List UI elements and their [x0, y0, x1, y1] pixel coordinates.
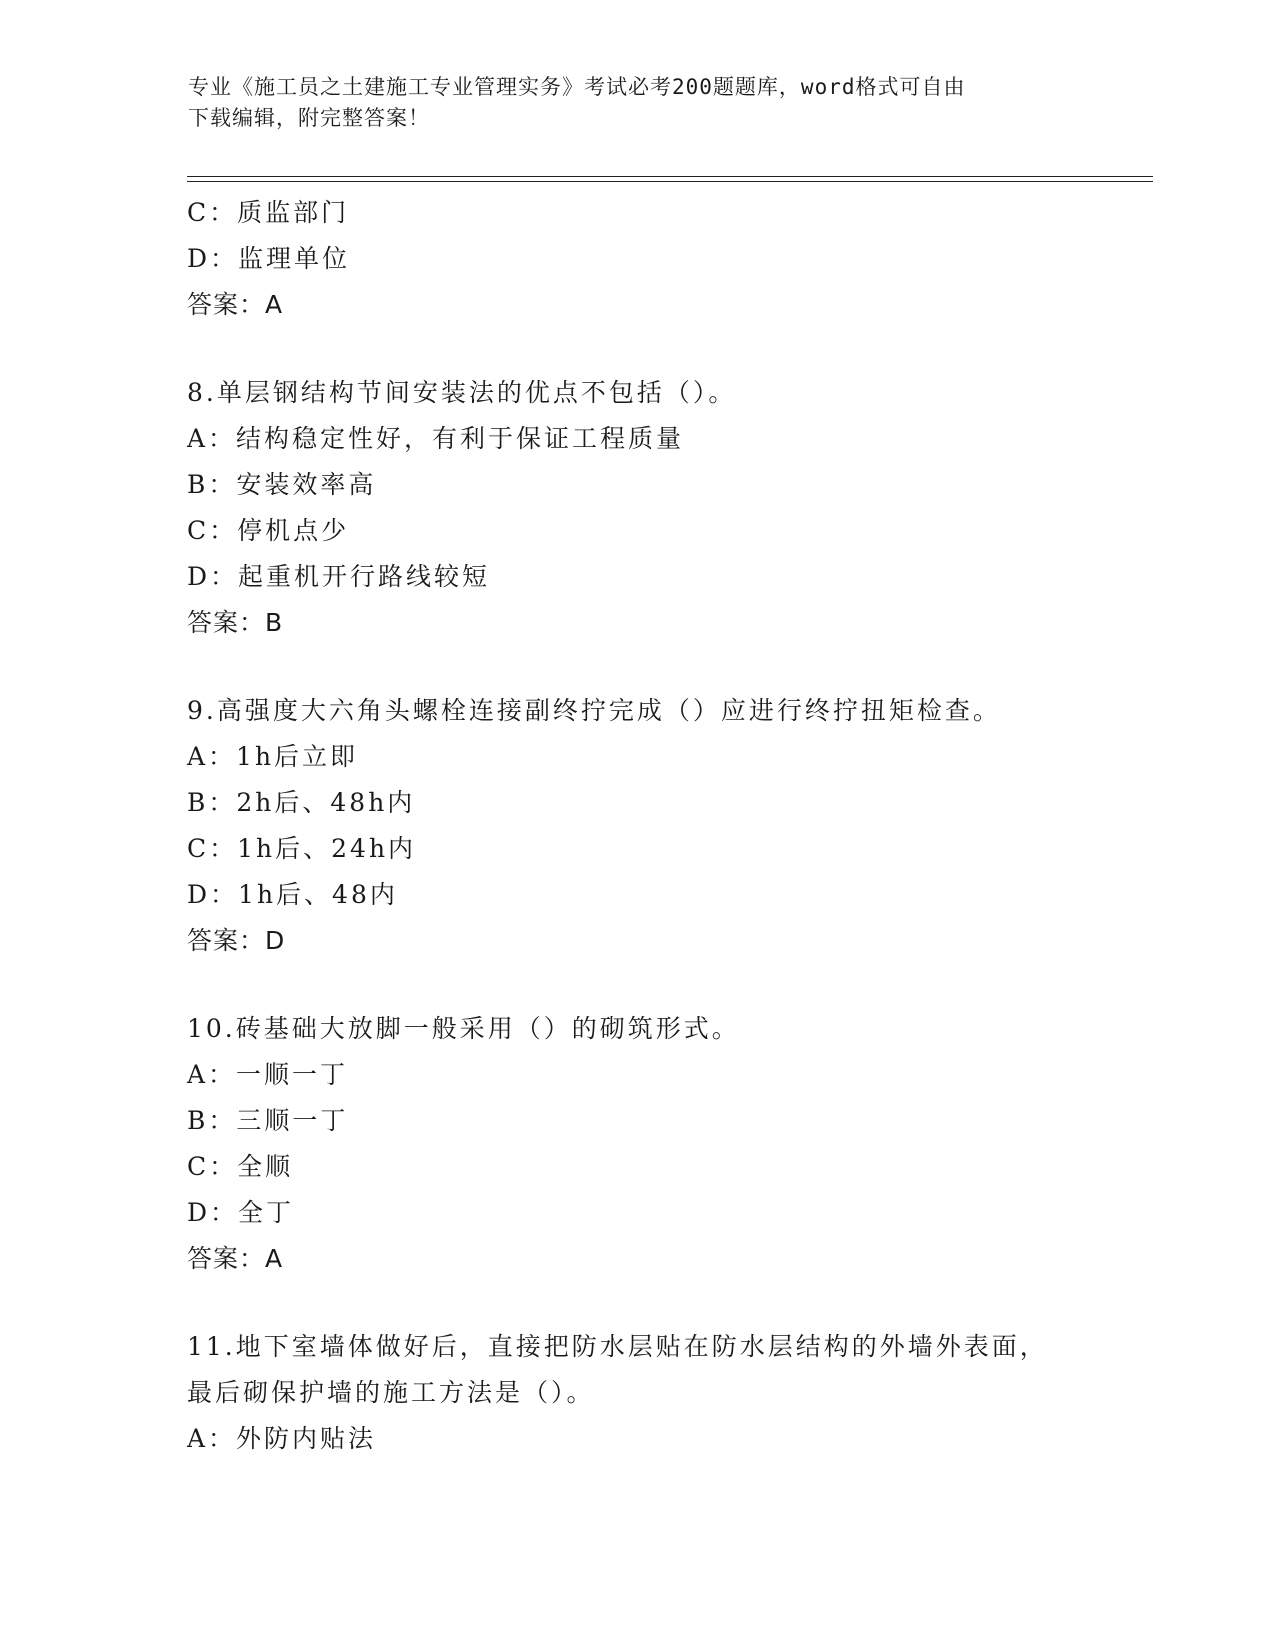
- answer-line: 答案：D: [187, 926, 286, 955]
- question-block-continued: [187, 190, 1087, 328]
- header-line-2: 下载编辑，附完整答案！: [188, 106, 430, 130]
- header-line-1: 专业《施工员之土建施工专业管理实务》考试必考200题题库，word格式可自由: [188, 75, 966, 99]
- option-b: B：三顺一丁: [187, 1106, 349, 1135]
- option-d: D：起重机开行路线较短: [187, 562, 491, 591]
- option-c: C：质监部门: [187, 198, 350, 227]
- option-a: A：一顺一丁: [187, 1060, 349, 1089]
- document-header: [188, 72, 1068, 134]
- option-a: A：外防内贴法: [187, 1424, 377, 1453]
- question-block-8: [187, 370, 1087, 646]
- option-d: D：监理单位: [187, 244, 351, 273]
- option-c: C：全顺: [187, 1152, 294, 1181]
- answer-line: 答案：A: [187, 290, 284, 319]
- question-block-11: [187, 1324, 1087, 1462]
- question-text: 10.砖基础大放脚一般采用（）的砌筑形式。: [187, 1014, 740, 1043]
- option-a: A：1h后立即: [187, 742, 359, 771]
- question-text-line-1: 11.地下室墙体做好后，直接把防水层贴在防水层结构的外墙外表面，: [187, 1332, 1048, 1361]
- question-block-10: [187, 1006, 1087, 1282]
- header-rule-top: [187, 176, 1153, 177]
- question-text-line-2: 最后砌保护墙的施工方法是（）。: [187, 1378, 595, 1407]
- option-c: C：停机点少: [187, 516, 350, 545]
- option-d: D：1h后、48内: [187, 880, 398, 909]
- question-text: 9.高强度大六角头螺栓连接副终拧完成（）应进行终拧扭矩检查。: [187, 696, 1001, 725]
- option-b: B：安装效率高: [187, 470, 377, 499]
- option-a: A：结构稳定性好，有利于保证工程质量: [187, 424, 685, 453]
- answer-line: 答案：B: [187, 608, 284, 637]
- answer-line: 答案：A: [187, 1244, 284, 1273]
- header-rule-bottom: [187, 181, 1153, 182]
- question-block-9: [187, 688, 1087, 964]
- option-c: C：1h后、24h内: [187, 834, 417, 863]
- question-list: [187, 190, 1087, 1462]
- option-d: D：全丁: [187, 1198, 295, 1227]
- question-text: 8.单层钢结构节间安装法的优点不包括（）。: [187, 378, 737, 407]
- option-b: B：2h后、48h内: [187, 788, 416, 817]
